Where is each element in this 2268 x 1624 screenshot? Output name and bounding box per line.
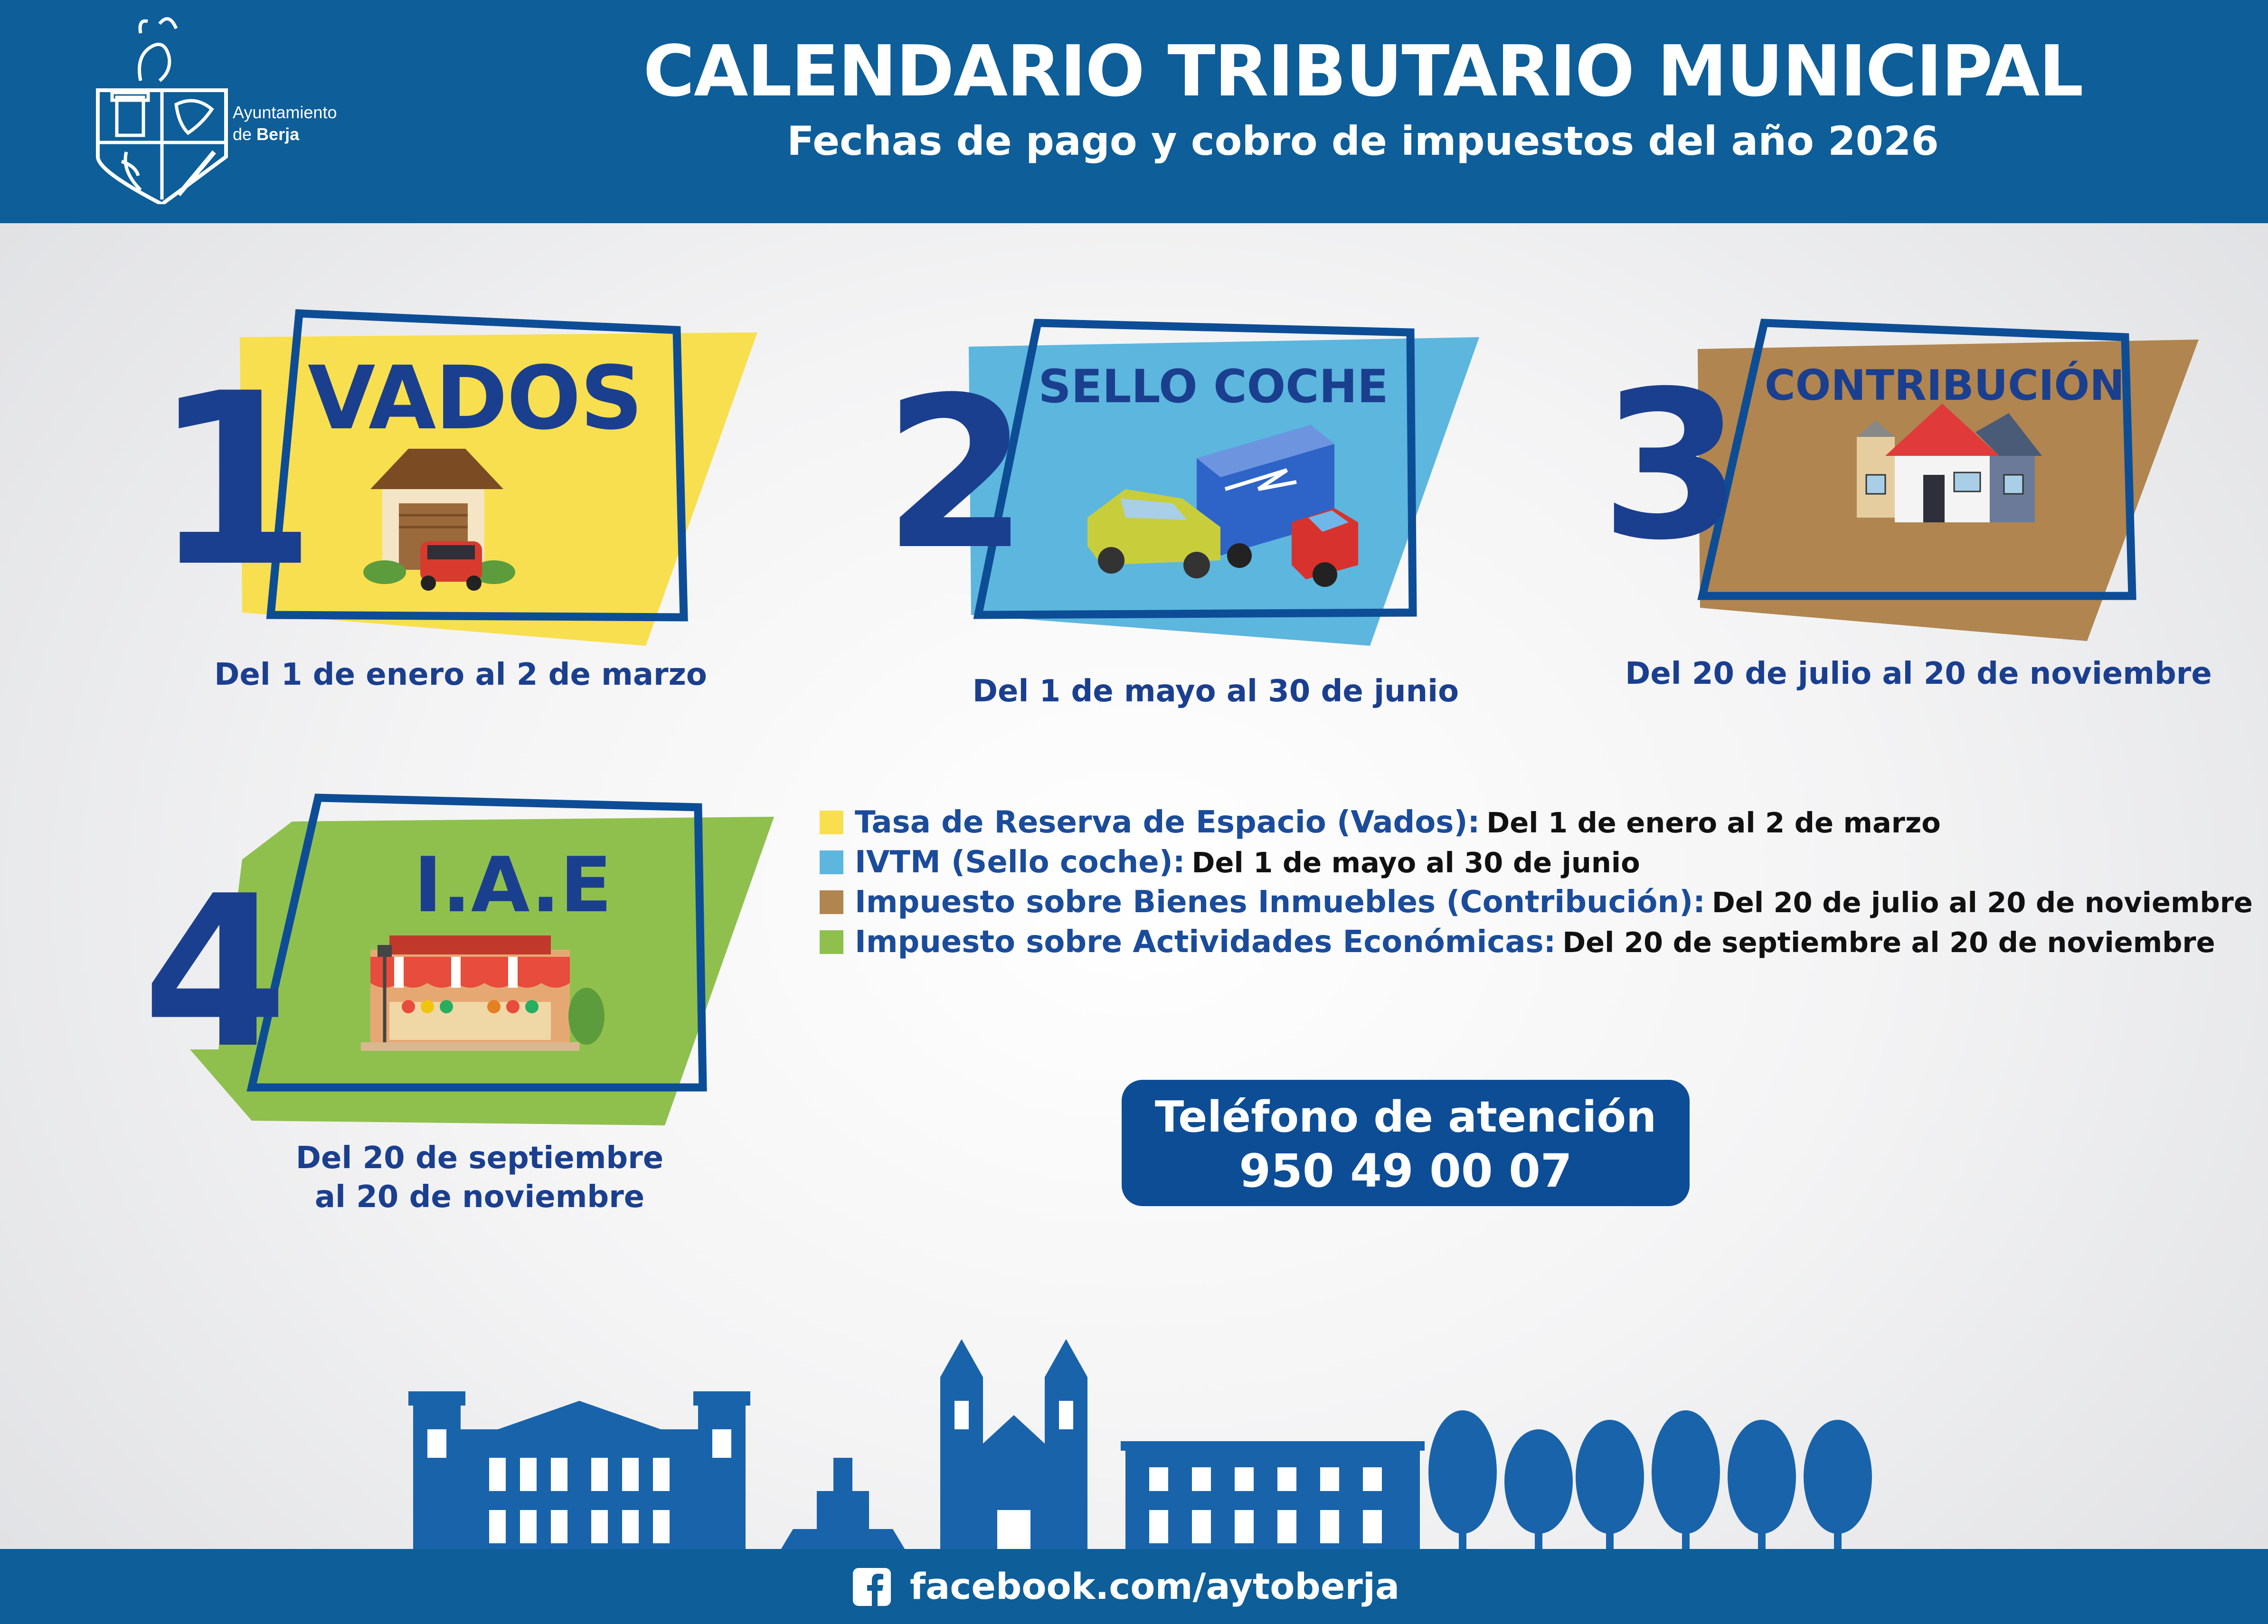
card-vados xyxy=(142,304,760,646)
card-vados-number: 1 xyxy=(152,342,317,619)
legend-label: Tasa de Reserva de Espacio (Vados): xyxy=(855,805,1480,840)
phone-contact-box xyxy=(1122,1080,1690,1206)
card-iae-title: I.A.E xyxy=(414,840,612,929)
legend-swatch-brown xyxy=(820,890,843,914)
tax-legend xyxy=(820,803,2253,962)
card-iae-number: 4 xyxy=(142,851,288,1094)
legend-label: IVTM (Sello coche): xyxy=(855,845,1185,880)
card-iae-date-line2: al 20 de noviembre xyxy=(314,1180,645,1215)
card-contribucion-number: 3 xyxy=(1600,348,1743,585)
legend-swatch-yellow xyxy=(820,811,843,834)
phone-label: Teléfono de atención xyxy=(1154,1092,1657,1142)
legend-row-ibi xyxy=(820,882,2253,922)
logo-line2-bold: Berja xyxy=(256,124,300,144)
legend-row-ivtm xyxy=(820,842,2253,882)
card-sello-coche-date: Del 1 de mayo al 30 de junio xyxy=(972,674,1459,709)
town-skyline-illustration xyxy=(408,1320,1895,1553)
page-title: CALENDARIO TRIBUTARIO MUNICIPAL xyxy=(643,30,2083,112)
market-stall-icon xyxy=(361,935,605,1051)
legend-swatch-green xyxy=(820,930,843,954)
phone-number: 950 49 00 07 xyxy=(1239,1144,1572,1198)
facebook-icon[interactable] xyxy=(853,1568,891,1606)
card-sello-coche-title: SELLO COCHE xyxy=(1038,360,1389,413)
berja-coat-of-arms-logo xyxy=(93,14,231,204)
logo-line1: Ayuntamiento xyxy=(233,103,337,122)
header-bar xyxy=(0,0,2268,223)
card-sello-coche-number: 2 xyxy=(883,352,1029,595)
legend-row-iae xyxy=(820,922,2253,962)
card-sello-coche xyxy=(879,318,1486,646)
page-subtitle: Fechas de pago y cobro de impuestos del año 2026 xyxy=(787,118,1939,164)
card-vados-title: VADOS xyxy=(308,348,642,449)
card-contribucion-date: Del 20 de julio al 20 de noviembre xyxy=(1625,656,2212,691)
card-iae-date-line1: Del 20 de septiembre xyxy=(295,1141,664,1176)
facebook-link[interactable]: facebook.com/aytoberja xyxy=(910,1565,1400,1607)
legend-swatch-blue xyxy=(820,850,843,874)
card-vados-date: Del 1 de enero al 2 de marzo xyxy=(214,657,707,692)
legend-dates: Del 1 de mayo al 30 de junio xyxy=(1191,846,1640,879)
legend-dates: Del 20 de julio al 20 de noviembre xyxy=(1711,886,2253,919)
card-contribucion-title: CONTRIBUCIÓN xyxy=(1765,361,2125,410)
legend-row-vados xyxy=(820,803,2253,842)
card-iae xyxy=(142,793,779,1135)
card-iae-date xyxy=(218,1139,741,1217)
legend-label: Impuesto sobre Bienes Inmuebles (Contribución): xyxy=(855,885,1705,920)
logo-line2-prefix: de xyxy=(233,124,257,144)
logo-text xyxy=(233,102,337,145)
card-contribucion xyxy=(1600,318,2208,646)
legend-dates: Del 1 de enero al 2 de marzo xyxy=(1486,806,1941,839)
legend-label: Impuesto sobre Actividades Económicas: xyxy=(855,925,1556,960)
legend-dates: Del 20 de septiembre al 20 de noviembre xyxy=(1562,925,2215,959)
